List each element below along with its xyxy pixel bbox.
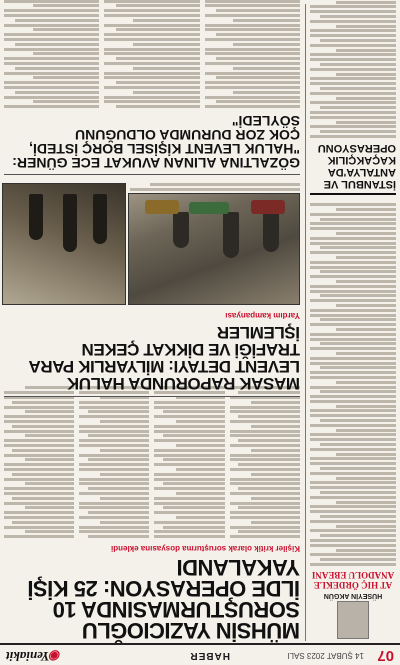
third-headline: GÖZALTINA ALINAN AVUKAT ECE GÜNER: "HALUK LEVENT KİŞİSEL BORÇ İSTEDİ, ÇOK ZOR DURUMDA OLDUĞUNU SÖYLEDİ" <box>12 113 300 171</box>
third-story <box>4 0 300 179</box>
author-name: HÜSEYİN AKGÜN <box>323 592 383 599</box>
news-photo-arrest <box>2 183 126 305</box>
author-photo <box>337 601 369 639</box>
second-story <box>4 309 300 401</box>
side-story-body <box>310 0 396 138</box>
side-story-headline: İSTANBUL VE ANTALYA'DA KAÇAKÇILIK OPERASYONU <box>310 142 396 195</box>
masthead <box>0 643 400 665</box>
main-headline: MÜHSİN YAZICIOĞLU SORUŞTURMASINDA 10 İLDE OPERASYON: 25 KİŞİ YAKALANDI <box>27 555 300 643</box>
main-body <box>4 385 300 540</box>
photo-caption <box>130 182 300 193</box>
news-photo-evidence <box>128 193 300 305</box>
column-title: AT HIÇ ÖRDEKLE ANADOLU EBEANI <box>311 570 395 590</box>
side-story <box>310 9 396 195</box>
second-headline: MASAK RAPORUNDA HALUK LEVENT DETAYI: MİLYARLIK PARA TRAFİĞİ VE DİKKAT ÇEKEN İŞLEMLER <box>29 323 300 393</box>
column-divider <box>305 4 306 641</box>
third-body <box>4 0 300 110</box>
main-kicker: Kişiler kritik olarak soruşturma dosyasına eklendi <box>111 544 300 553</box>
issue-date: 14 ŞUBAT 2023 SALI <box>287 651 364 660</box>
newspaper-logo: ◉Yeniakit <box>6 649 61 664</box>
column-body <box>310 203 396 566</box>
page-number: 07 <box>377 647 394 664</box>
section-label: HABER <box>189 650 230 661</box>
logo-mark-icon: ◉ <box>49 649 61 664</box>
second-kicker: Yardım kampanyası <box>225 311 300 320</box>
